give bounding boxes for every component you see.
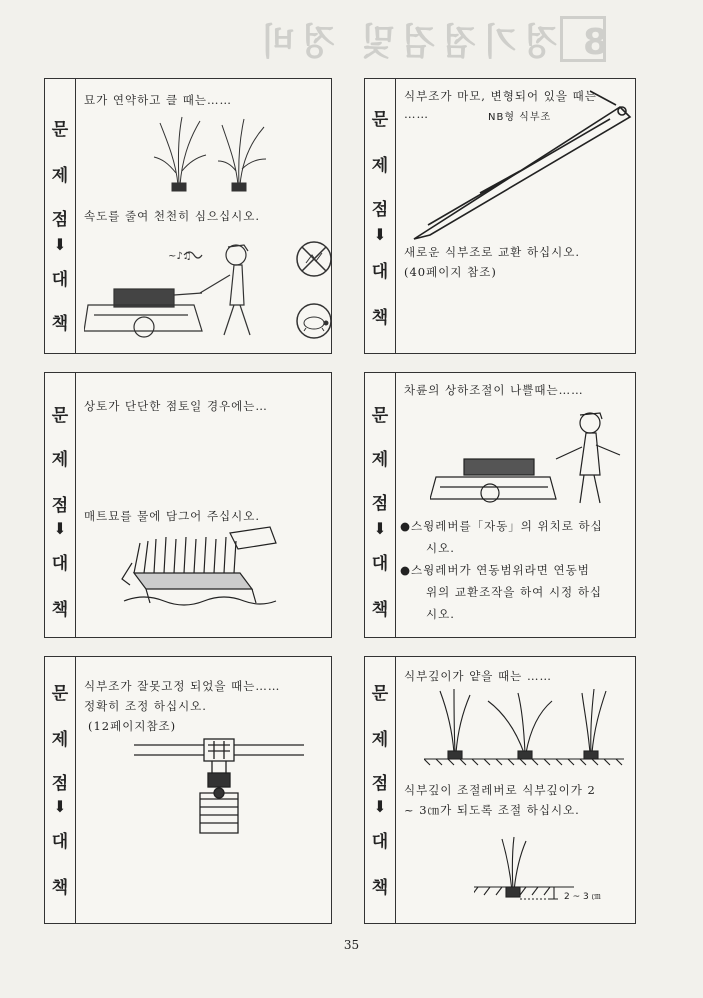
- seedling-illustration: [138, 113, 278, 193]
- down-arrow-icon: ⬇: [373, 225, 387, 244]
- transplanter-wheel-illustration: [430, 407, 630, 517]
- problem-text: 상토가 단단한 점토일 경우에는…: [84, 399, 268, 413]
- sidebar-char: 문: [371, 110, 389, 130]
- sidebar-char: 문: [371, 406, 389, 426]
- sidebar-char: 대: [371, 554, 389, 574]
- sidebar-char: 대: [371, 262, 389, 282]
- solution-text: 위의 교환조작을 하여 시정 하십: [426, 585, 603, 599]
- sidebar-char: 책: [371, 600, 389, 620]
- panel-6: [364, 656, 636, 924]
- solution-text: (40페이지 참조): [404, 265, 497, 279]
- sidebar-char: 책: [51, 600, 69, 620]
- sidebar-char: 대: [51, 554, 69, 574]
- down-arrow-icon: ⬇: [53, 235, 67, 254]
- sidebar-char: 대: [51, 270, 69, 290]
- sidebar-char: 점: [51, 210, 69, 230]
- page-number: 35: [343, 938, 360, 952]
- panel-4-content: [396, 373, 635, 637]
- panel-1-content: [76, 79, 331, 353]
- problem-text: 묘가 연약하고 클 때는……: [84, 93, 232, 107]
- panel-1-sidebar: [45, 79, 76, 353]
- sidebar-char: 제: [371, 450, 389, 470]
- sidebar-char: 문: [51, 406, 69, 426]
- problem-text: ……: [404, 107, 429, 121]
- sidebar-char: 제: [51, 166, 69, 186]
- sidebar-char: 문: [51, 684, 69, 704]
- sidebar-char: 제: [51, 450, 69, 470]
- sidebar-char: 점: [371, 200, 389, 220]
- panel-2: [364, 78, 636, 354]
- solution-text: 식부깊이 조절레버로 식부깊이가 2: [404, 783, 596, 797]
- sidebar-char: 점: [371, 494, 389, 514]
- sidebar-char: 점: [51, 774, 69, 794]
- problem-text: 식부조가 잘못고정 되었을 때는……: [84, 679, 281, 693]
- slow-turtle-icon: [294, 301, 334, 341]
- down-arrow-icon: ⬇: [373, 797, 387, 816]
- sidebar-char: 문: [371, 684, 389, 704]
- panel-2-content: [396, 79, 635, 353]
- transplanter-operator-illustration: [84, 235, 274, 345]
- panel-4: [364, 372, 636, 638]
- sidebar-char: 제: [371, 730, 389, 750]
- panel-3-sidebar: [45, 373, 76, 637]
- down-arrow-icon: ⬇: [373, 519, 387, 538]
- solution-text: 시오.: [426, 607, 455, 621]
- depth-label: 2 ~ 3 ㎝: [564, 892, 601, 902]
- ghost-header: 8 정기점검및 정비: [254, 22, 608, 60]
- problem-text: 차륜의 상하조절이 나쁠때는……: [404, 383, 584, 397]
- panel-3-content: [76, 373, 331, 637]
- panel-6-sidebar: [365, 657, 396, 923]
- solution-text: 매트묘를 물에 담그어 주십시오.: [84, 509, 261, 523]
- problem-text: 식부깊이가 얕을 때는 ……: [404, 669, 552, 683]
- sidebar-char: 책: [51, 878, 69, 898]
- panel-5-content: [76, 657, 331, 923]
- sidebar-char: 점: [371, 774, 389, 794]
- svg-text:~♪♫: ~♪♫: [168, 251, 192, 262]
- sidebar-char: 제: [371, 156, 389, 176]
- panel-6-content: [396, 657, 635, 923]
- solution-text: ~ 3㎝가 되도록 조절 하십시오.: [404, 803, 580, 817]
- panel-5: [44, 656, 332, 924]
- prohibited-fast-icon: [294, 239, 334, 279]
- solution-text: 속도를 줄여 천천히 심으십시오.: [84, 209, 261, 223]
- sidebar-char: 문: [51, 120, 69, 140]
- ghost-header-box: [560, 16, 606, 62]
- planting-claw-illustration: [410, 85, 636, 245]
- solution-text: ●스윙레버를「자동」의 위치로 하십: [400, 519, 603, 533]
- panel-3: [44, 372, 332, 638]
- sidebar-char: 책: [371, 308, 389, 328]
- mat-seedling-soak-illustration: [120, 523, 280, 613]
- sidebar-char: 대: [371, 832, 389, 852]
- solution-text: (12페이지참조): [88, 719, 177, 733]
- problem-text: 식부조가 마모, 변형되어 있을 때는: [404, 89, 597, 103]
- panel-5-sidebar: [45, 657, 76, 923]
- sidebar-char: 대: [51, 832, 69, 852]
- sidebar-char: 제: [51, 730, 69, 750]
- down-arrow-icon: ⬇: [53, 519, 67, 538]
- solution-text: 새로운 식부조로 교환 하십시오.: [404, 245, 581, 259]
- panel-1: [44, 78, 332, 354]
- sidebar-char: 점: [51, 496, 69, 516]
- panel-4-sidebar: [365, 373, 396, 637]
- solution-text: 시오.: [426, 541, 455, 555]
- solution-text: 정확히 조정 하십시오.: [84, 699, 207, 713]
- planting-claw-fixing-illustration: [134, 737, 304, 837]
- sidebar-char: 책: [51, 314, 69, 334]
- panel-2-sidebar: [365, 79, 396, 353]
- sidebar-char: 책: [371, 878, 389, 898]
- figure-label: NB형 식부조: [488, 112, 552, 123]
- down-arrow-icon: ⬇: [53, 797, 67, 816]
- solution-text: ●스윙레버가 연동범위라면 연동범: [400, 563, 590, 577]
- shallow-planting-illustration: [424, 687, 624, 773]
